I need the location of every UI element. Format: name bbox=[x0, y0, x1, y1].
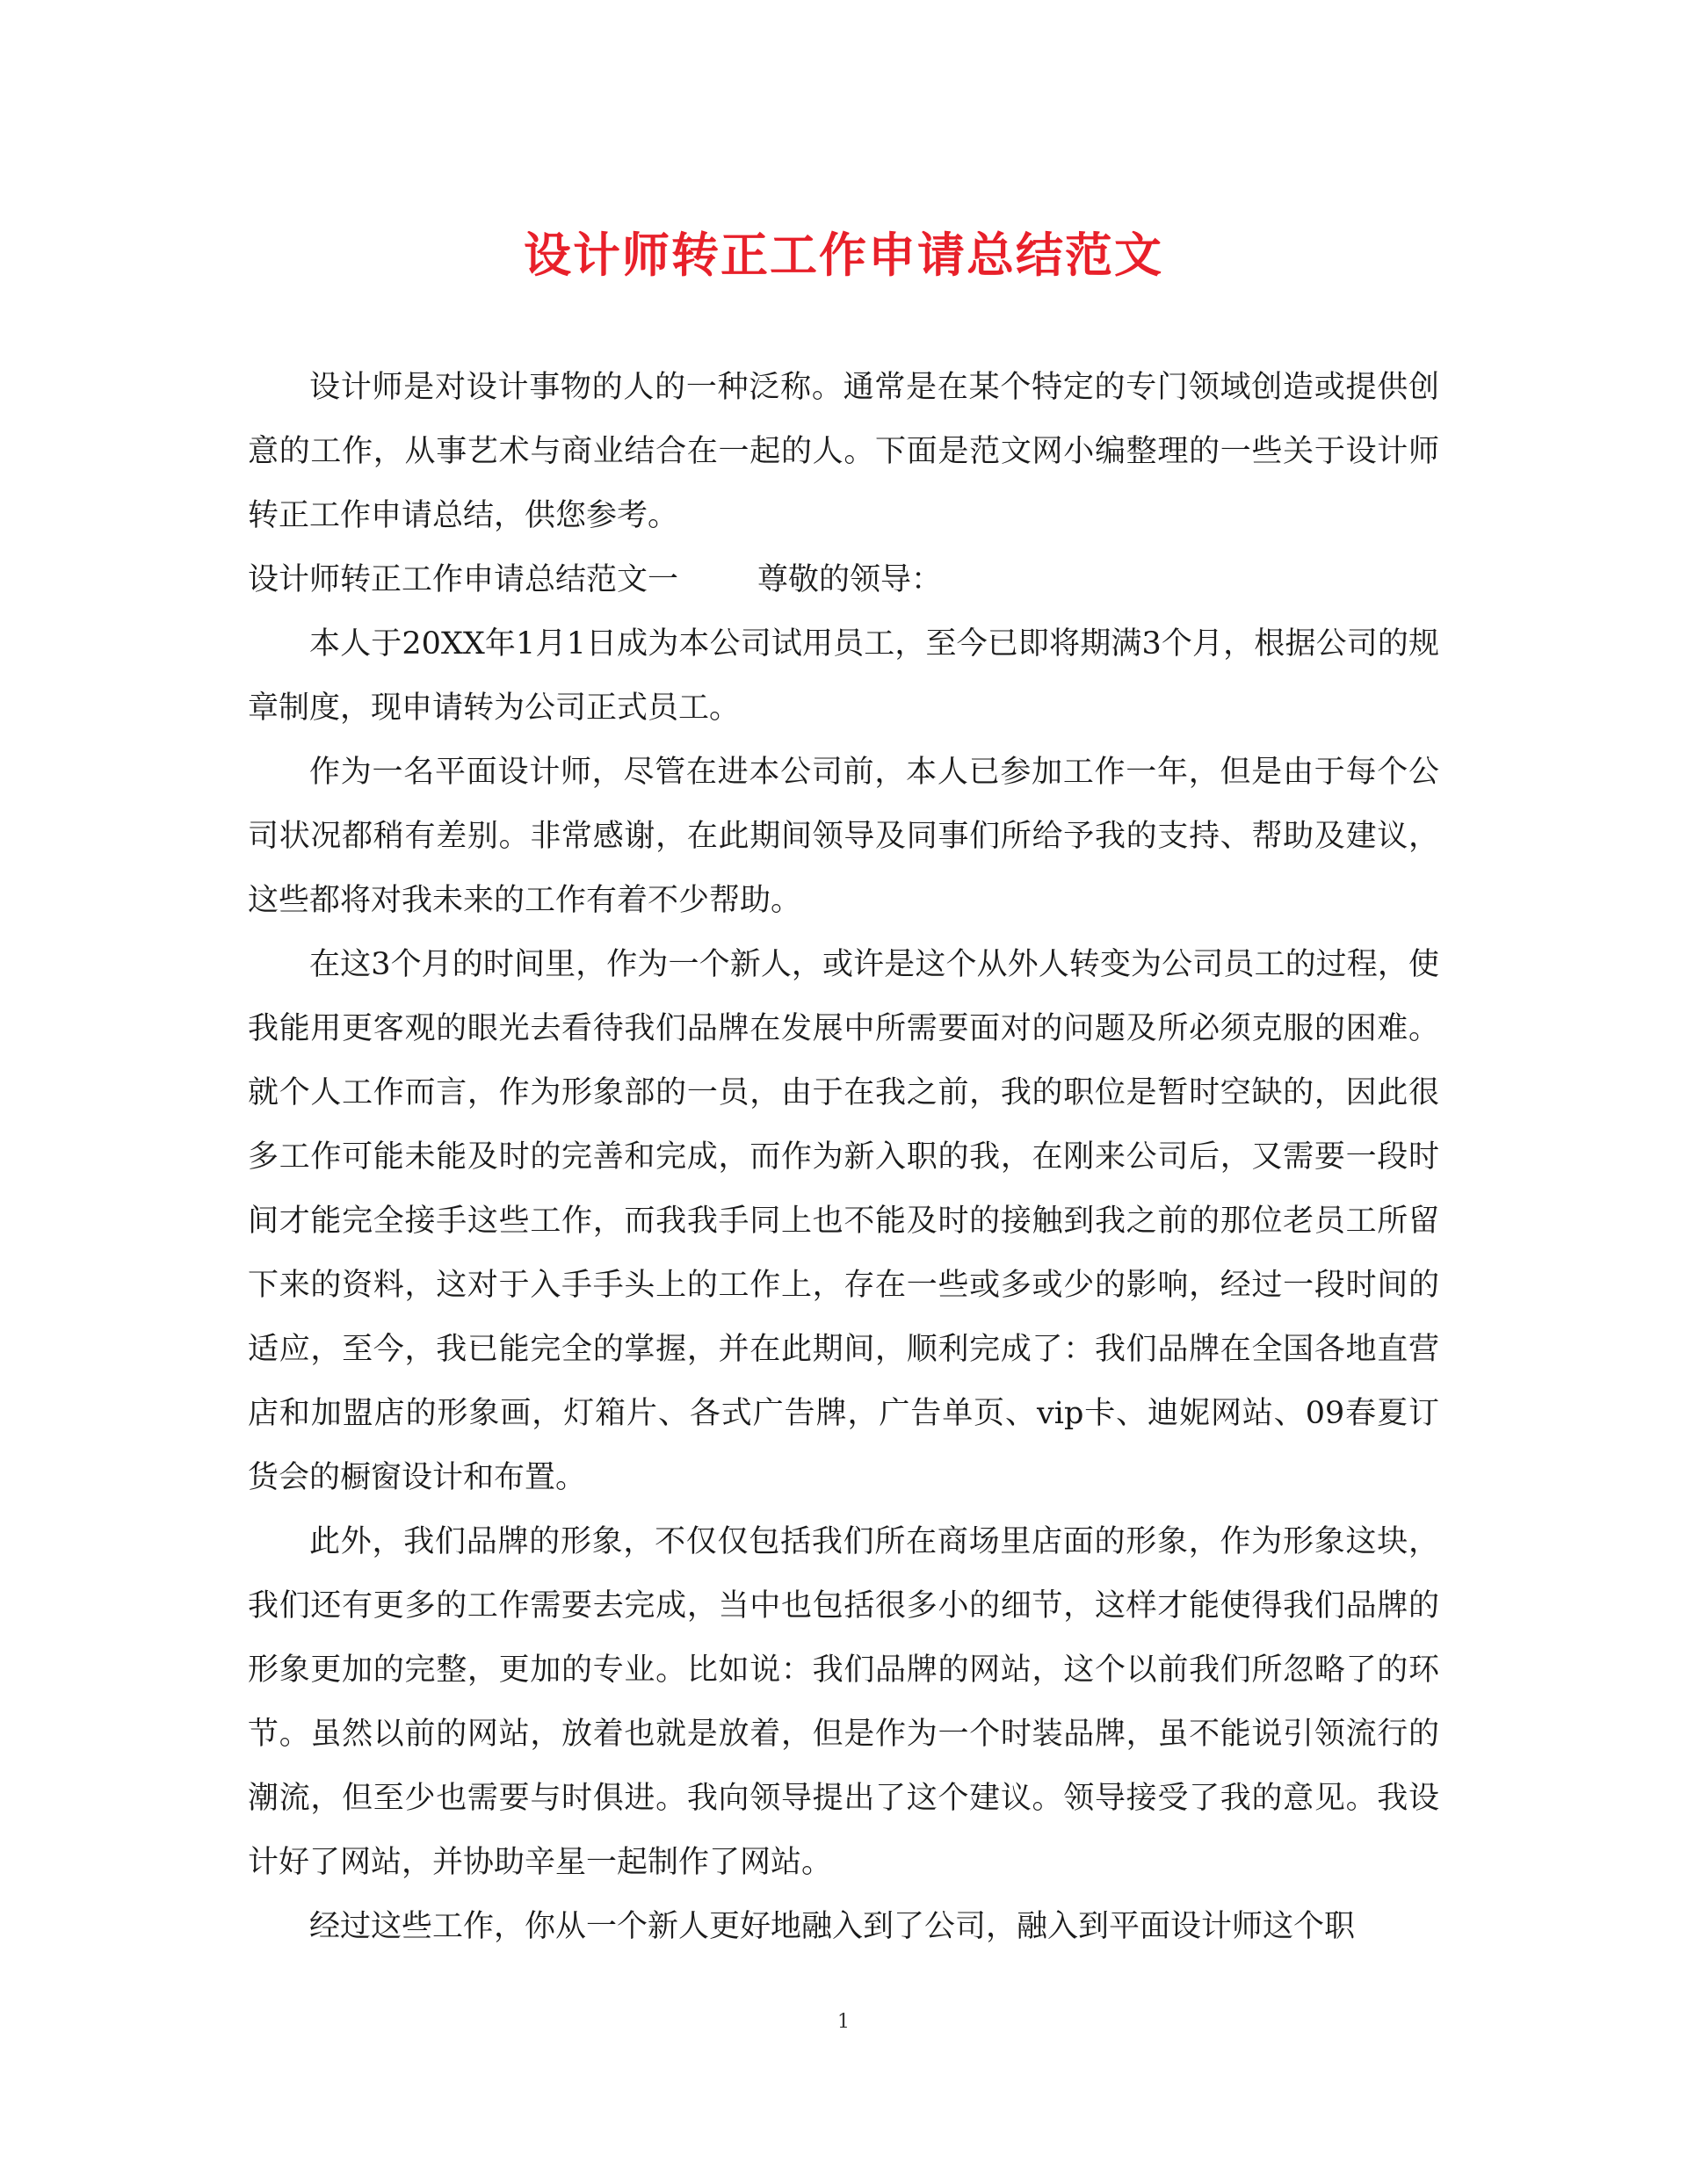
document-body bbox=[248, 356, 1439, 1959]
body-paragraph: 在这3个月的时间里，作为一个新人，或许是这个从外人转变为公司员工的过程，使我能用更客观的眼光去看待我们品牌在发展中所需要面对的问题及所必须克服的困难。就个人工作而言，作为形象部的一员，由于在我之前，我的职位是暂时空缺的，因此很多工作可能未能及时的完善和完成，而作为新入职的我，在刚来公司后，又需要一段时间才能完全接手这些工作，而我我手同上也不能及时的接触到我之前的那位老员工所留下来的资料，这对于入手手头上的工作上，存在一些或多或少的影响，经过一段时间的适应，至今，我已能完全的掌握，并在此期间，顺利完成了：我们品牌在全国各地直营店和加盟店的形象画，灯箱片、各式广告牌，广告单页、vip卡、迪妮网站、09春夏订货会的橱窗设计和布置。 bbox=[248, 947, 1439, 1495]
body-paragraph: 此外，我们品牌的形象，不仅仅包括我们所在商场里店面的形象，作为形象这块，我们还有更多的工作需要去完成，当中也包括很多小的细节，这样才能使得我们品牌的形象更加的完整，更加的专业。比如说：我们品牌的网站，这个以前我们所忽略了的环节。虽然以前的网站，放着也就是放着，但是作为一个时装品牌，虽不能说引领流行的潮流，但至少也需要与时俱进。我向领导提出了这个建议。领导接受了我的意见。我设计好了网站，并协助辛星一起制作了网站。 bbox=[248, 1524, 1439, 1880]
page-number: 1 bbox=[837, 2011, 850, 2033]
body-paragraph: 本人于20XX年1月1日成为本公司试用员工，至今已即将期满3个月，根据公司的规章制度，现申请转为公司正式员工。 bbox=[248, 626, 1439, 726]
section-heading-line bbox=[248, 548, 1439, 612]
document-title: 设计师转正工作申请总结范文 bbox=[524, 227, 1163, 283]
salutation: 尊敬的领导： bbox=[757, 562, 943, 597]
section-heading: 设计师转正工作申请总结范文一 bbox=[248, 562, 679, 597]
body-paragraph: 经过这些工作，你从一个新人更好地融入到了公司，融入到平面设计师这个职 bbox=[309, 1909, 1356, 1944]
body-paragraph: 作为一名平面设计师，尽管在进本公司前，本人已参加工作一年，但是由于每个公司状况都稍有差别。非常感谢，在此期间领导及同事们所给予我的支持、帮助及建议，这些都将对我未来的工作有着不少帮助。 bbox=[248, 755, 1439, 918]
intro-paragraph: 设计师是对设计事物的人的一种泛称。通常是在某个特定的专门领域创造或提供创意的工作，从事艺术与商业结合在一起的人。下面是范文网小编整理的一些关于设计师转正工作申请总结，供您参考。 bbox=[248, 370, 1439, 533]
